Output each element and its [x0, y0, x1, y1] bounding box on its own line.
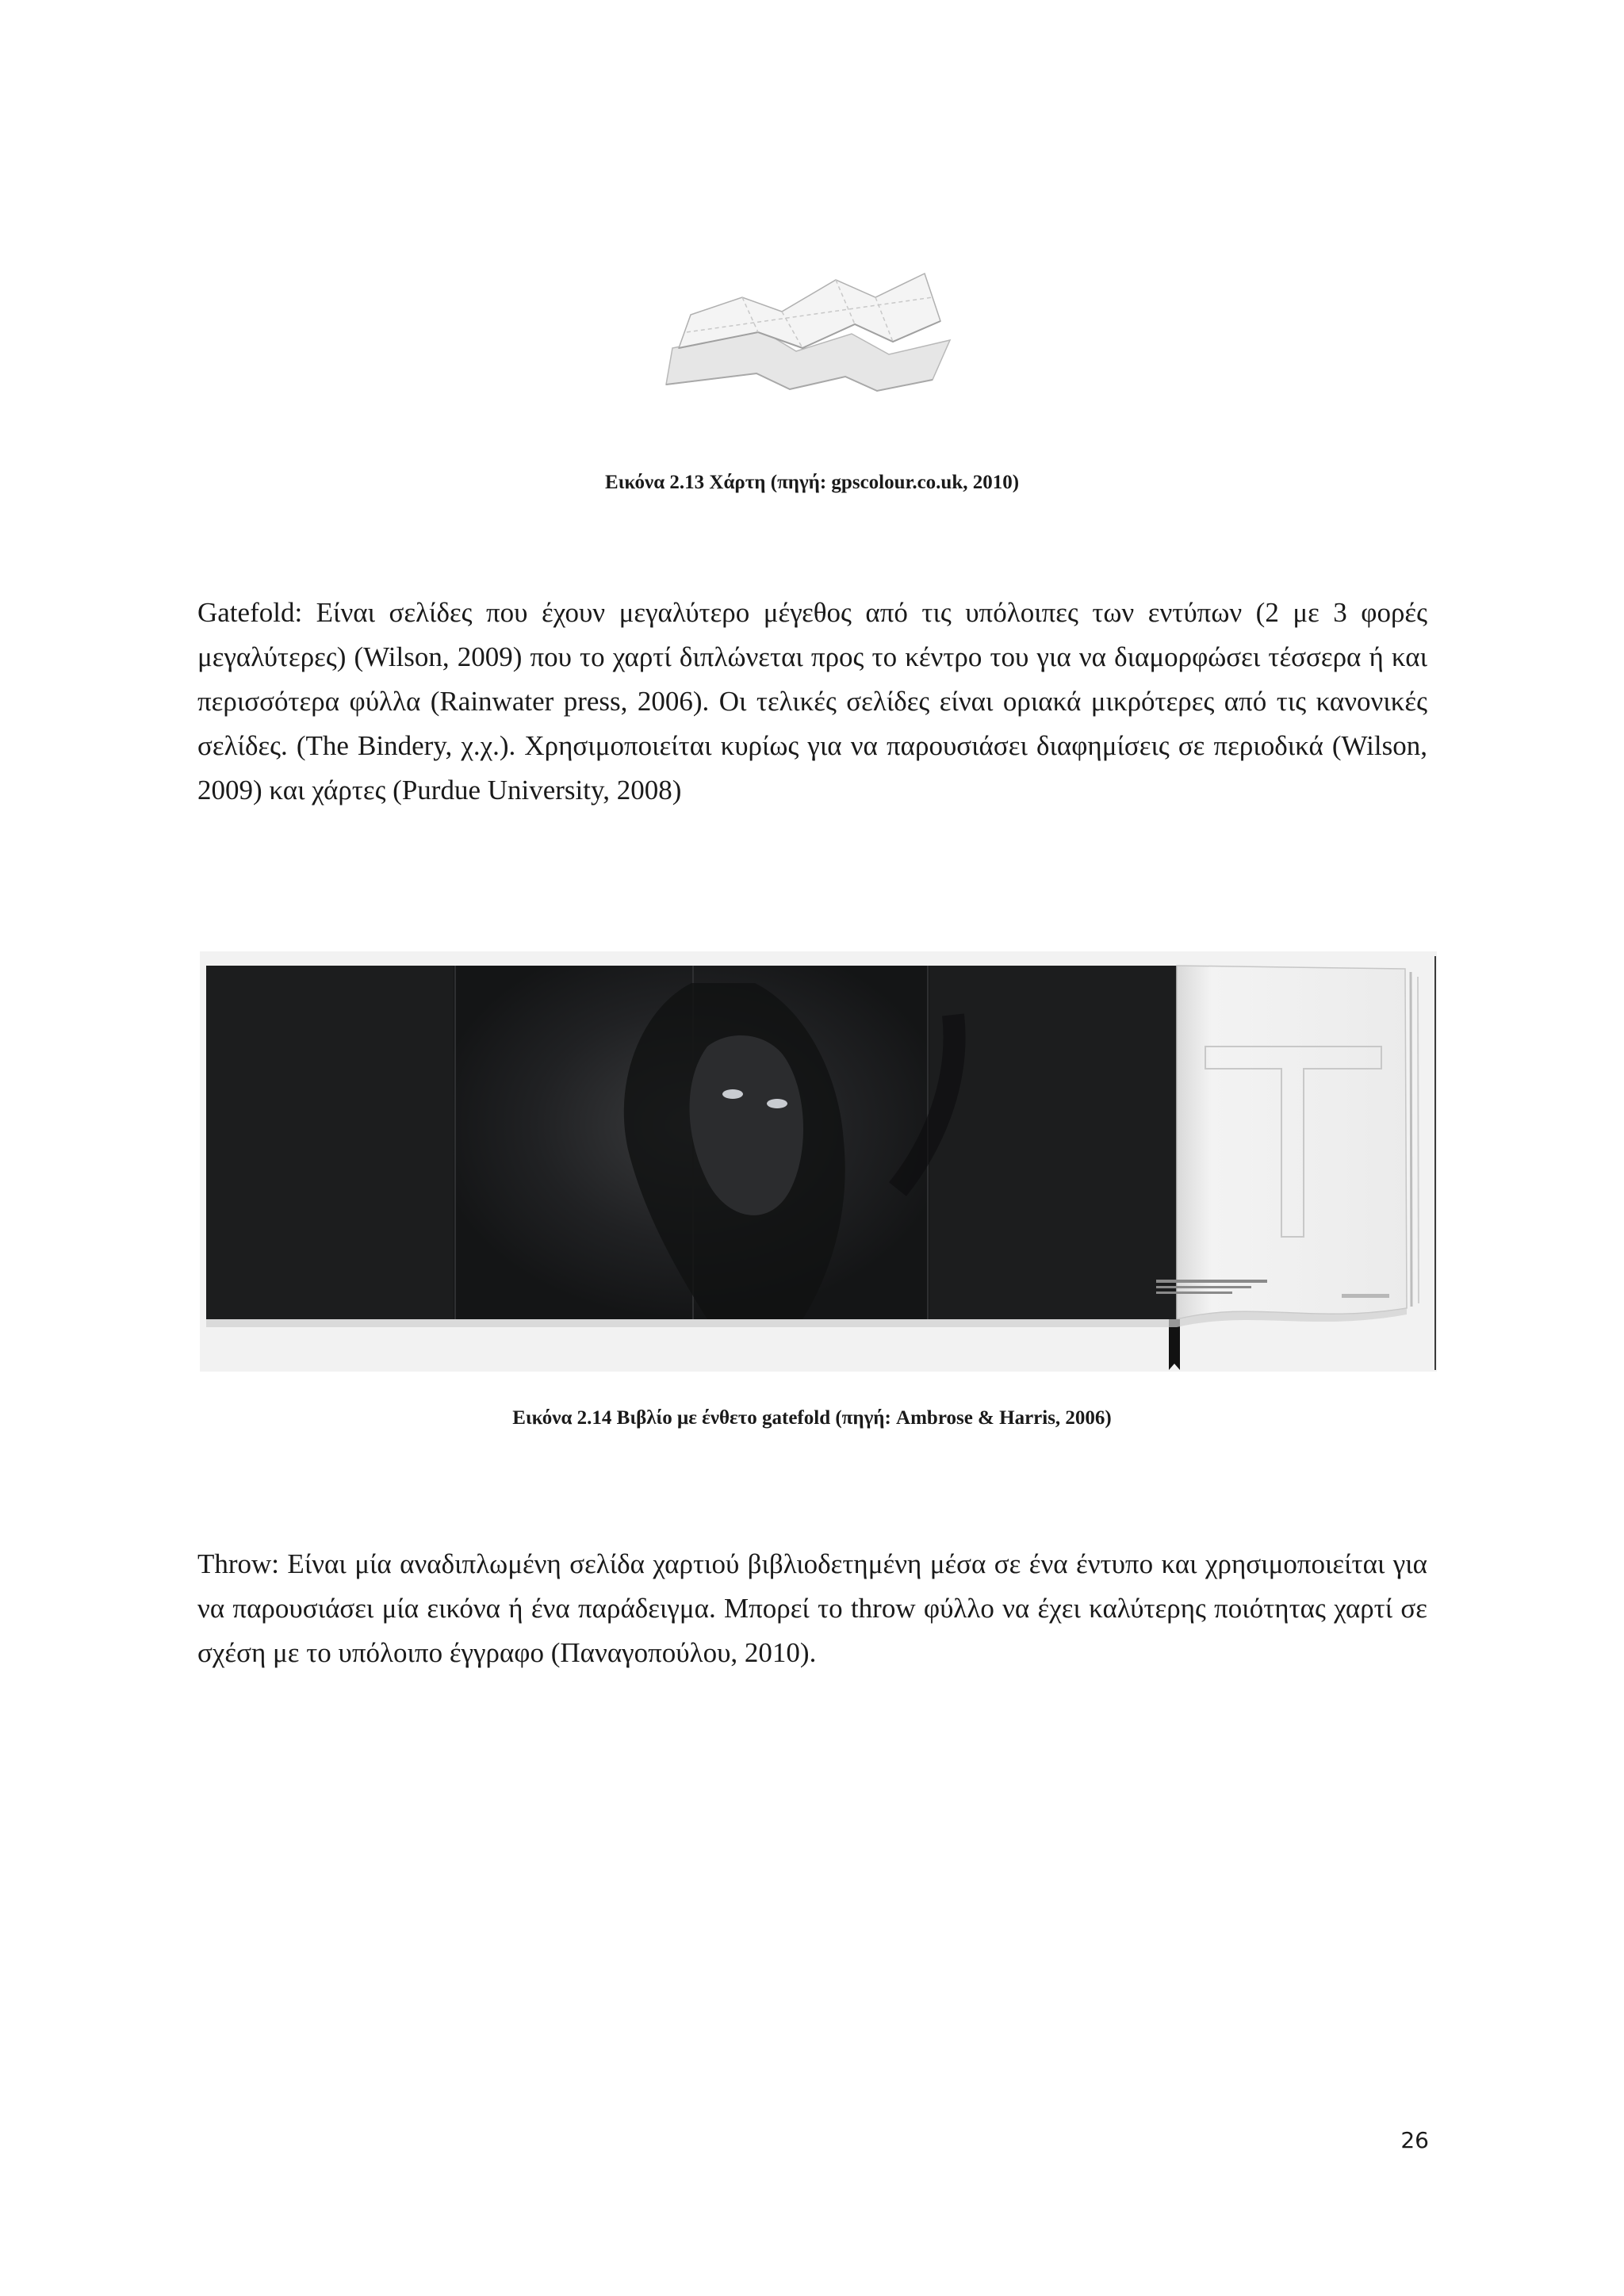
figure-caption-2-13: Εικόνα 2.13 Χάρτη (πηγή: gpscolour.co.uk, 2010) [604, 472, 1020, 493]
folded-map-illustration [655, 266, 966, 392]
paragraph-gatefold: Gatefold: Είναι σελίδες που έχουν μεγαλύτερο μέγεθος από τις υπόλοιπες των εντύπων (2 με 3 φορές μεγαλύτερες) (Wilson, 2009) που το χαρτί διπλώνεται προς το κέντρο του για να διαμορφώσει τέσσερα ή και περισσότερα φύλλα (Rainwater press, 2006). Οι τελικές σελίδες είναι οριακά μικρότερες από τις κανονικές σελίδες. (The Bindery, χ.χ.). Χρησιμοποιείται κυρίως για να παρουσιάσει διαφημίσεις σε περιοδικά (Wilson, 2009) και χάρτες (Purdue University, 2008) [197, 597, 1427, 806]
page-number: 26 [1400, 2127, 1429, 2153]
right-eye [767, 1099, 787, 1108]
gatefold-book-photo [200, 951, 1437, 1372]
paragraph-throw: Throw: Είναι μία αναδιπλωμένη σελίδα χαρτιού βιβλιοδετημένη μέσα σε ένα έντυπο και χρησιμοποιείται για να παρουσιάσει μία εικόνα ή ένα παράδειγμα. Μπορεί το throw φύλλο να έχει καλύτερης ποιότητας χαρτί σε σχέση με το υπόλοιπο έγγραφο (Παναγοπούλου, 2010). [197, 1548, 1427, 1668]
right-white-page [1177, 966, 1419, 1319]
map-upper-sheet [679, 274, 940, 348]
dark-gatefold-panels [206, 966, 1177, 1319]
gatefold-book-figure [200, 951, 1437, 1372]
figure-caption-2-14: Εικόνα 2.14 Βιβλίο με ένθετο gatefold (πηγή: Ambrose & Harris, 2006) [512, 1407, 1112, 1429]
left-eye [722, 1089, 743, 1099]
folded-map-figure [655, 266, 966, 392]
